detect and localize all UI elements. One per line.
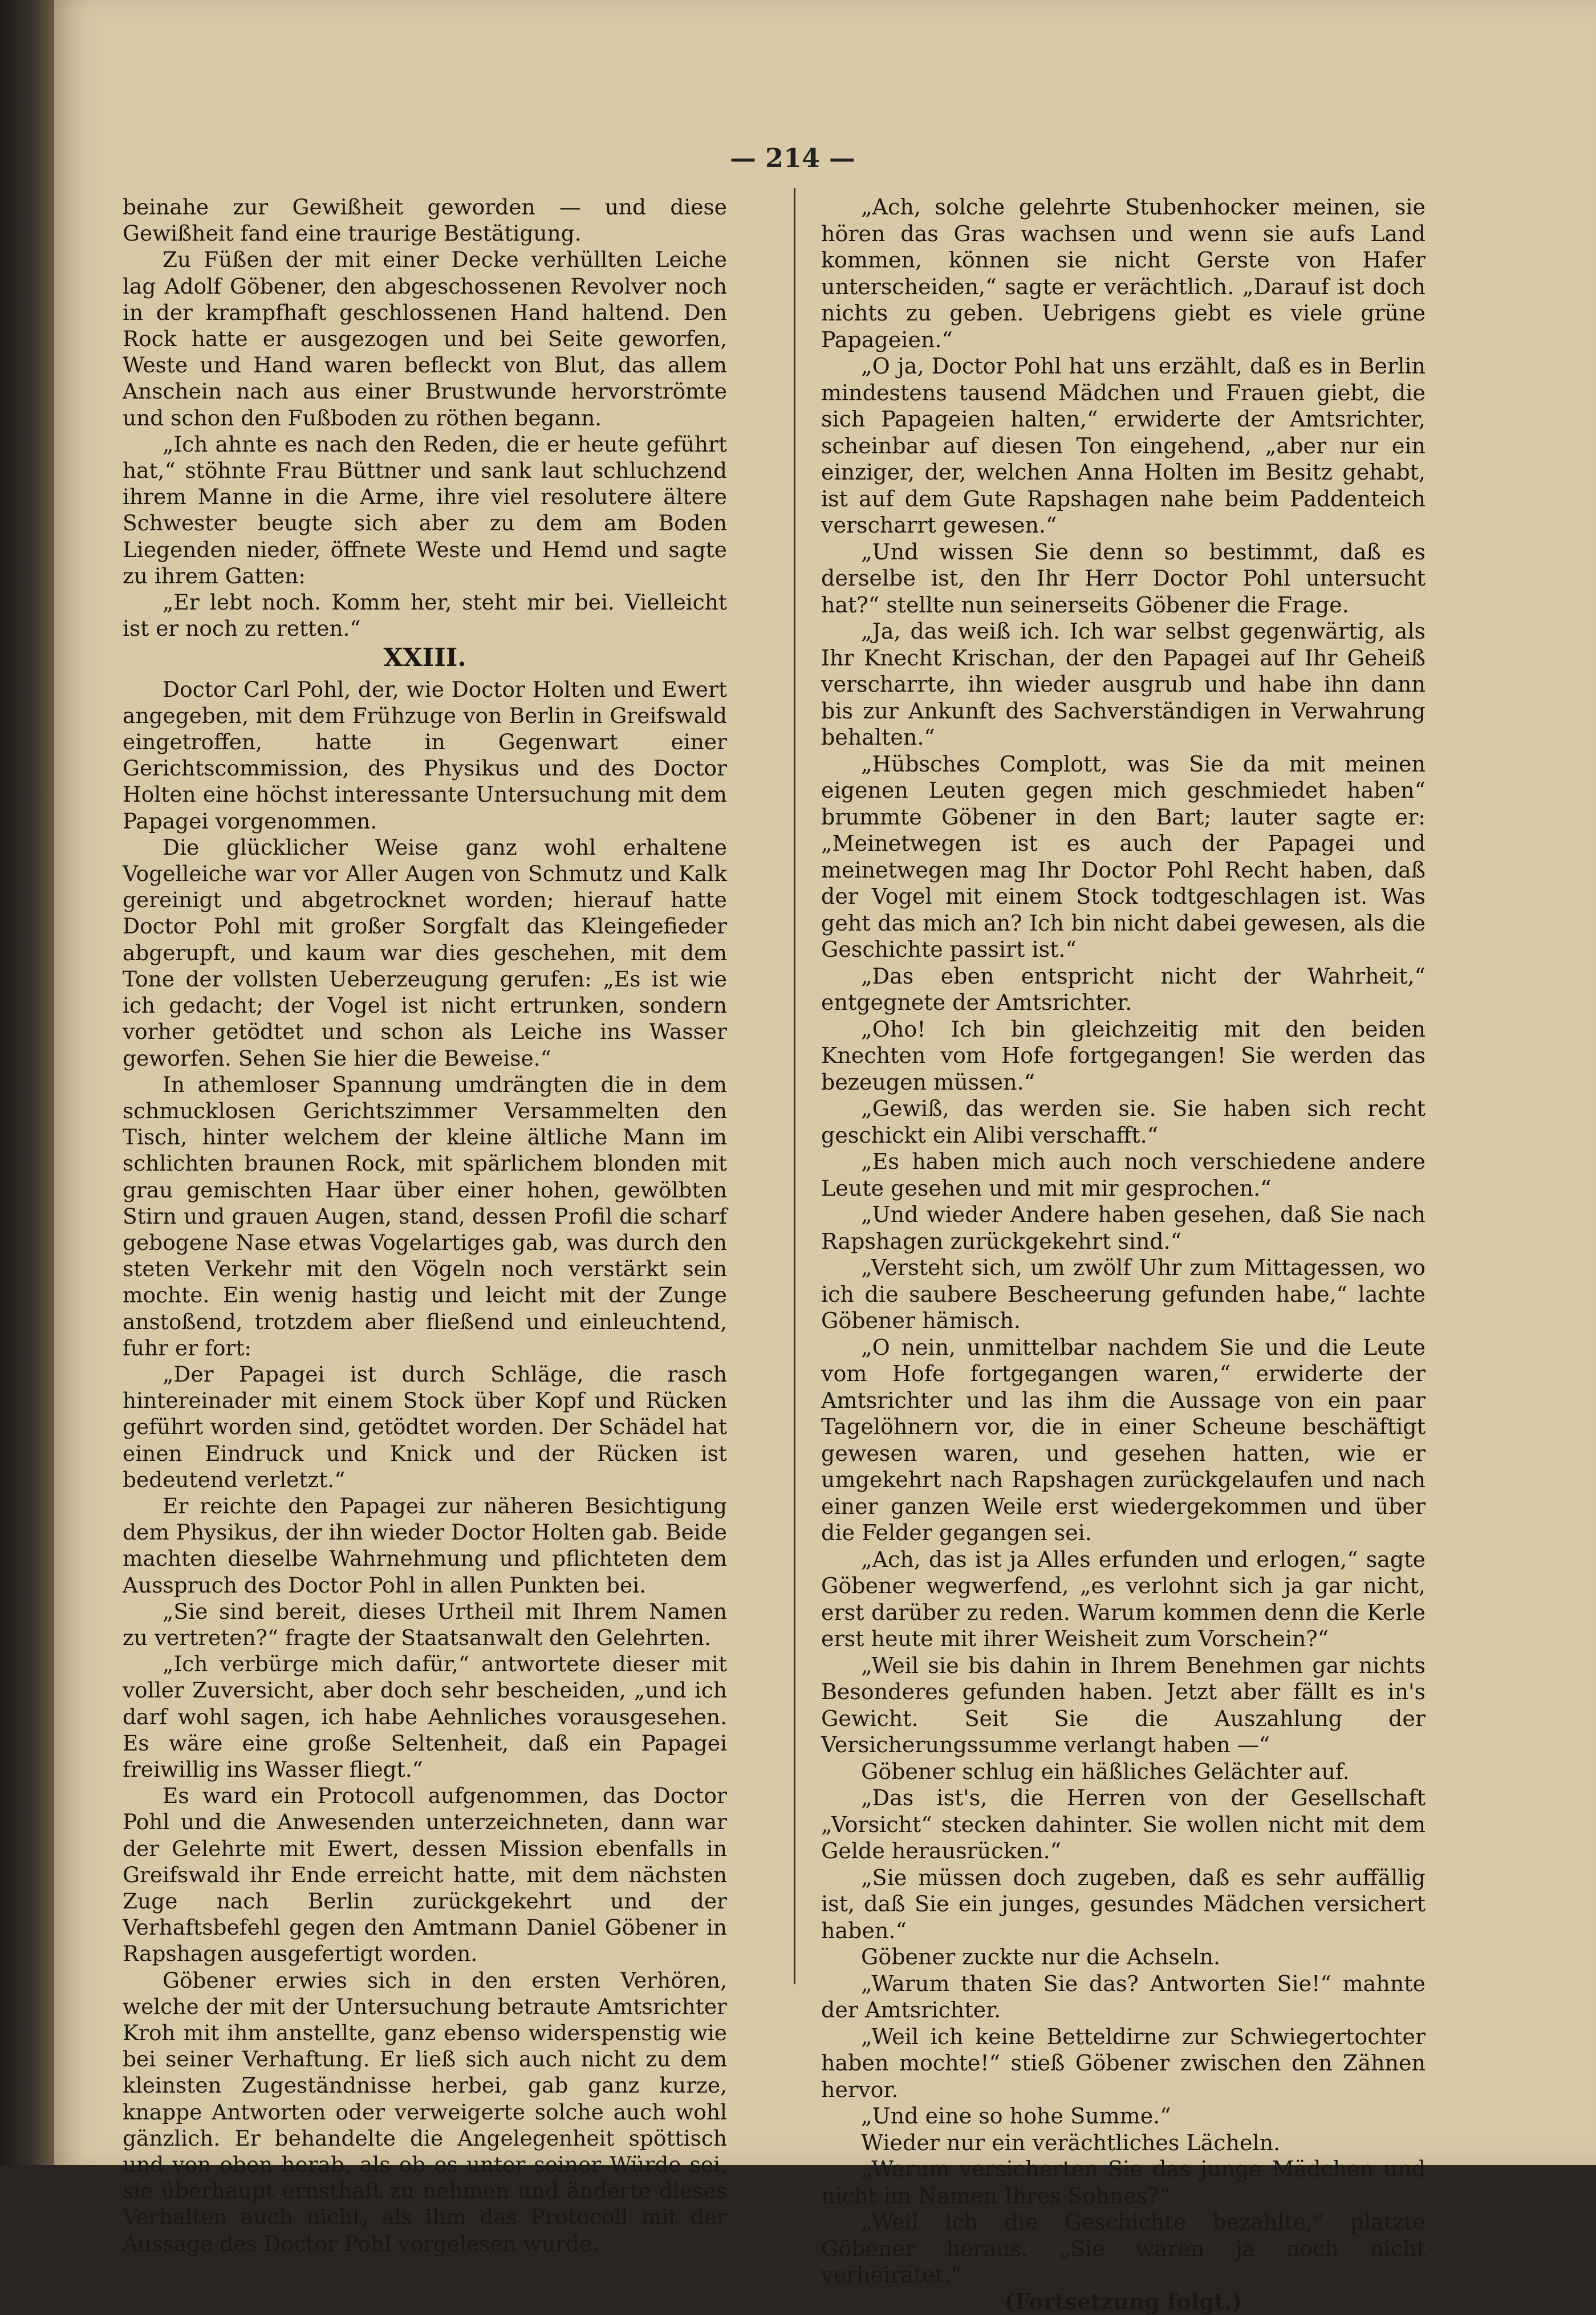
- paragraph: „Sie sind bereit, dieses Urtheil mit Ihrem Namen zu vertreten?“ fragte der Staatsanwalt den Gelehrten.: [123, 1598, 727, 1651]
- paragraph: beinahe zur Gewißheit geworden — und diese Gewißheit fand eine traurige Bestätigung.: [123, 194, 727, 246]
- paragraph: „Weil ich die Geschichte bezahlte,“ platzte Göbener heraus. „Sie waren ja noch nicht verheiratet.“: [821, 2209, 1426, 2289]
- paragraph: „Ach, das ist ja Alles erfunden und erlogen,“ sagte Göbener wegwerfend, „es verlohnt sich ja gar nicht, erst darüber zu reden. Warum kommen denn die Kerle erst heute mit ihrer Weisheit zum Vorschein?“: [821, 1546, 1426, 1652]
- paragraph: „Weil sie bis dahin in Ihrem Benehmen gar nichts Besonderes gefunden haben. Jetzt aber fällt es in's Gewicht. Seit Sie die Auszahlung der Versicherungssumme verlangt haben —“: [821, 1652, 1426, 1758]
- paragraph: Göbener erwies sich in den ersten Verhören, welche der mit der Untersuchung betraute Amtsrichter Kroh mit ihm anstellte, ganz ebenso widerspenstig wie bei seiner Verhaftung. Er ließ sich auch nicht zu dem kleinsten Zugeständnisse herbei, gab ganz kurze, knappe Antworten oder verweigerte solche auch wohl gänzlich. Er behandelte die Angelegenheit spöttisch und von oben herab, als ob es unter seiner Würde sei, sie überhaupt ernsthaft zu nehmen und änderte dieses Verhalten auch nicht, als ihm das Protocoll mit der Aussage des Doctor Pohl vorgelesen wurde.: [123, 1967, 727, 2257]
- paragraph: Doctor Carl Pohl, der, wie Doctor Holten und Ewert angegeben, mit dem Frühzuge von Berlin in Greifswald eingetroffen, hatte in Gegenwart einer Gerichtscommission, des Physikus und des Doctor Holten eine höchst interessante Untersuchung mit dem Papagei vorgenommen.: [123, 676, 727, 834]
- continuation-note: (Fortsetzung folgt.): [821, 2289, 1426, 2315]
- column-divider: [794, 188, 795, 1984]
- paragraph: „Warum thaten Sie das? Antworten Sie!“ mahnte der Amtsrichter.: [821, 1971, 1426, 2024]
- paragraph: Es ward ein Protocoll aufgenommen, das Doctor Pohl und die Anwesenden unterzeichneten, dann war der Gelehrte mit Ewert, dessen Mission ebenfalls in Greifswald ihr Ende erreicht hatte, mit dem nächsten Zuge nach Berlin zurückgekehrt und der Verhaftsbefehl gegen den Amtmann Daniel Göbener in Rapshagen ausgefertigt worden.: [123, 1782, 727, 1967]
- paragraph: „Er lebt noch. Komm her, steht mir bei. Vielleicht ist er noch zu retten.“: [123, 589, 727, 641]
- paragraph: „Hübsches Complott, was Sie da mit meinen eigenen Leuten gegen mich geschmiedet haben“ brummte Göbener in den Bart; lauter sagte er: „Meinetwegen ist es auch der Papagei und meinetwegen mag Ihr Doctor Pohl Recht haben, daß der Vogel mit einem Stock todtgeschlagen ist. Was geht das mich an? Ich bin nicht dabei gewesen, als die Geschichte passirt ist.“: [821, 751, 1426, 963]
- paragraph: „Weil ich keine Betteldirne zur Schwiegertochter haben mochte!“ stieß Göbener zwischen den Zähnen hervor.: [821, 2024, 1426, 2103]
- paragraph: Er reichte den Papagei zur näheren Besichtigung dem Physikus, der ihn wieder Doctor Holten gab. Beide machten dieselbe Wahrnehmung und pflichteten dem Ausspruch des Doctor Pohl in allen Punkten bei.: [123, 1493, 727, 1598]
- paragraph: „Versteht sich, um zwölf Uhr zum Mittagessen, wo ich die saubere Bescheerung gefunden habe,“ lachte Göbener hämisch.: [821, 1254, 1426, 1334]
- paragraph: Zu Füßen der mit einer Decke verhüllten Leiche lag Adolf Göbener, den abgeschossenen Revolver noch in der krampfhaft geschlossenen Hand haltend. Den Rock hatte er ausgezogen und bei Seite geworfen, Weste und Hand waren befleckt von Blut, das allem Anschein nach aus einer Brustwunde hervorströmte und schon den Fußboden zu röthen begann.: [123, 246, 727, 430]
- paragraph: „Ach, solche gelehrte Stubenhocker meinen, sie hören das Gras wachsen und wenn sie aufs Land kommen, können sie nicht Gerste von Hafer unterscheiden,“ sagte er verächtlich. „Darauf ist doch nichts zu geben. Uebrigens giebt es viele grüne Papageien.“: [821, 194, 1426, 353]
- paragraph: Wieder nur ein verächtliches Lächeln.: [821, 2130, 1426, 2156]
- right-column: [821, 194, 1426, 2315]
- paragraph: In athemloser Spannung umdrängten die in dem schmucklosen Gerichtszimmer Versammelten den Tisch, hinter welchem der kleine ältliche Mann im schlichten braunen Rock, mit spärlichem blonden mit grau gemischten Haar über einer hohen, gewölbten Stirn und grauen Augen, stand, dessen Profil die scharf gebogene Nase etwas Vogelartiges gab, was durch den steten Verkehr mit den Vögeln noch verstärkt sein mochte. Ein wenig hastig und leicht mit der Zunge anstoßend, trotzdem aber fließend und einleuchtend, fuhr er fort:: [123, 1071, 727, 1361]
- page-number: — 214 —: [721, 143, 864, 173]
- paragraph: „Und wieder Andere haben gesehen, daß Sie nach Rapshagen zurückgekehrt sind.“: [821, 1201, 1426, 1254]
- paragraph: „Ich ahnte es nach den Reden, die er heute geführt hat,“ stöhnte Frau Büttner und sank laut schluchzend ihrem Manne in die Arme, ihre viel resolutere ältere Schwester beugte sich aber zu dem am Boden Liegenden nieder, öffnete Weste und Hemd und sagte zu ihrem Gatten:: [123, 431, 727, 589]
- paragraph: „O nein, unmittelbar nachdem Sie und die Leute vom Hofe fortgegangen waren,“ erwiderte der Amtsrichter und las ihm die Aussage von ein paar Tagelöhnern vor, die in einer Scheune beschäftigt gewesen waren, und gesehen hatten, wie er umgekehrt nach Rapshagen zurückgelaufen und nach einer ganzen Weile erst wiedergekommen und über die Felder gegangen sei.: [821, 1334, 1426, 1546]
- paragraph: „Und wissen Sie denn so bestimmt, daß es derselbe ist, den Ihr Herr Doctor Pohl untersucht hat?“ stellte nun seinerseits Göbener die Frage.: [821, 539, 1426, 619]
- paragraph: „Gewiß, das werden sie. Sie haben sich recht geschickt ein Alibi verschafft.“: [821, 1095, 1426, 1148]
- paragraph: „Der Papagei ist durch Schläge, die rasch hintereinader mit einem Stock über Kopf und Rücken geführt worden sind, getödtet worden. Der Schädel hat einen Eindruck und Knick und der Rücken ist bedeutend verletzt.“: [123, 1361, 727, 1493]
- paragraph: Göbener zuckte nur die Achseln.: [821, 1944, 1426, 1971]
- paragraph: „Warum versicherten Sie das junge Mädchen und nicht im Namen Ihres Sohnes?“: [821, 2156, 1426, 2209]
- paragraph: „Sie müssen doch zugeben, daß es sehr auffällig ist, daß Sie ein junges, gesundes Mädchen versichert haben.“: [821, 1865, 1426, 1944]
- chapter-heading: XXIII.: [123, 645, 727, 671]
- paragraph: „Ja, das weiß ich. Ich war selbst gegenwärtig, als Ihr Knecht Krischan, der den Papagei auf Ihr Geheiß verscharrte, ihn wieder ausgrub und habe ihn dann bis zur Ankunft des Sachverständigen in Verwahrung behalten.“: [821, 618, 1426, 751]
- paragraph: „Oho! Ich bin gleichzeitig mit den beiden Knechten vom Hofe fortgegangen! Sie werden das bezeugen müssen.“: [821, 1016, 1426, 1096]
- paragraph: Die glücklicher Weise ganz wohl erhaltene Vogelleiche war vor Aller Augen von Schmutz und Kalk gereinigt und abgetrocknet worden; hierauf hatte Doctor Pohl mit großer Sorgfalt das Kleingefieder abgerupft, und kaum war dies geschehen, mit dem Tone der vollsten Ueberzeugung gerufen: „Es ist wie ich gedacht; der Vogel ist nicht ertrunken, sondern vorher getödtet und schon als Leiche ins Wasser geworfen. Sehen Sie hier die Beweise.“: [123, 834, 727, 1071]
- paragraph: „Das ist's, die Herren von der Gesellschaft „Vorsicht“ stecken dahinter. Sie wollen nicht mit dem Gelde herausrücken.“: [821, 1785, 1426, 1865]
- paragraph: Göbener schlug ein häßliches Gelächter auf.: [821, 1758, 1426, 1785]
- paragraph: „Das eben entspricht nicht der Wahrheit,“ entgegnete der Amtsrichter.: [821, 963, 1426, 1016]
- book-binding: [0, 0, 54, 2165]
- paragraph: „Es haben mich auch noch verschiedene andere Leute gesehen und mit mir gesprochen.“: [821, 1148, 1426, 1201]
- paragraph: „O ja, Doctor Pohl hat uns erzählt, daß es in Berlin mindestens tausend Mädchen und Frauen giebt, die sich Papageien halten,“ erwiderte der Amtsrichter, scheinbar auf diesen Ton eingehend, „aber nur ein einziger, der, welchen Anna Holten im Besitz gehabt, ist auf dem Gute Rapshagen nahe beim Paddenteich verscharrt gewesen.“: [821, 353, 1426, 539]
- paragraph: „Ich verbürge mich dafür,“ antwortete dieser mit voller Zuversicht, aber doch sehr bescheiden, „und ich darf wohl sagen, ich habe Aehnliches vorausgesehen. Es wäre eine große Seltenheit, daß ein Papagei freiwillig ins Wasser fliegt.“: [123, 1651, 727, 1782]
- paragraph: „Und eine so hohe Summe.“: [821, 2103, 1426, 2130]
- left-column: [123, 194, 727, 2257]
